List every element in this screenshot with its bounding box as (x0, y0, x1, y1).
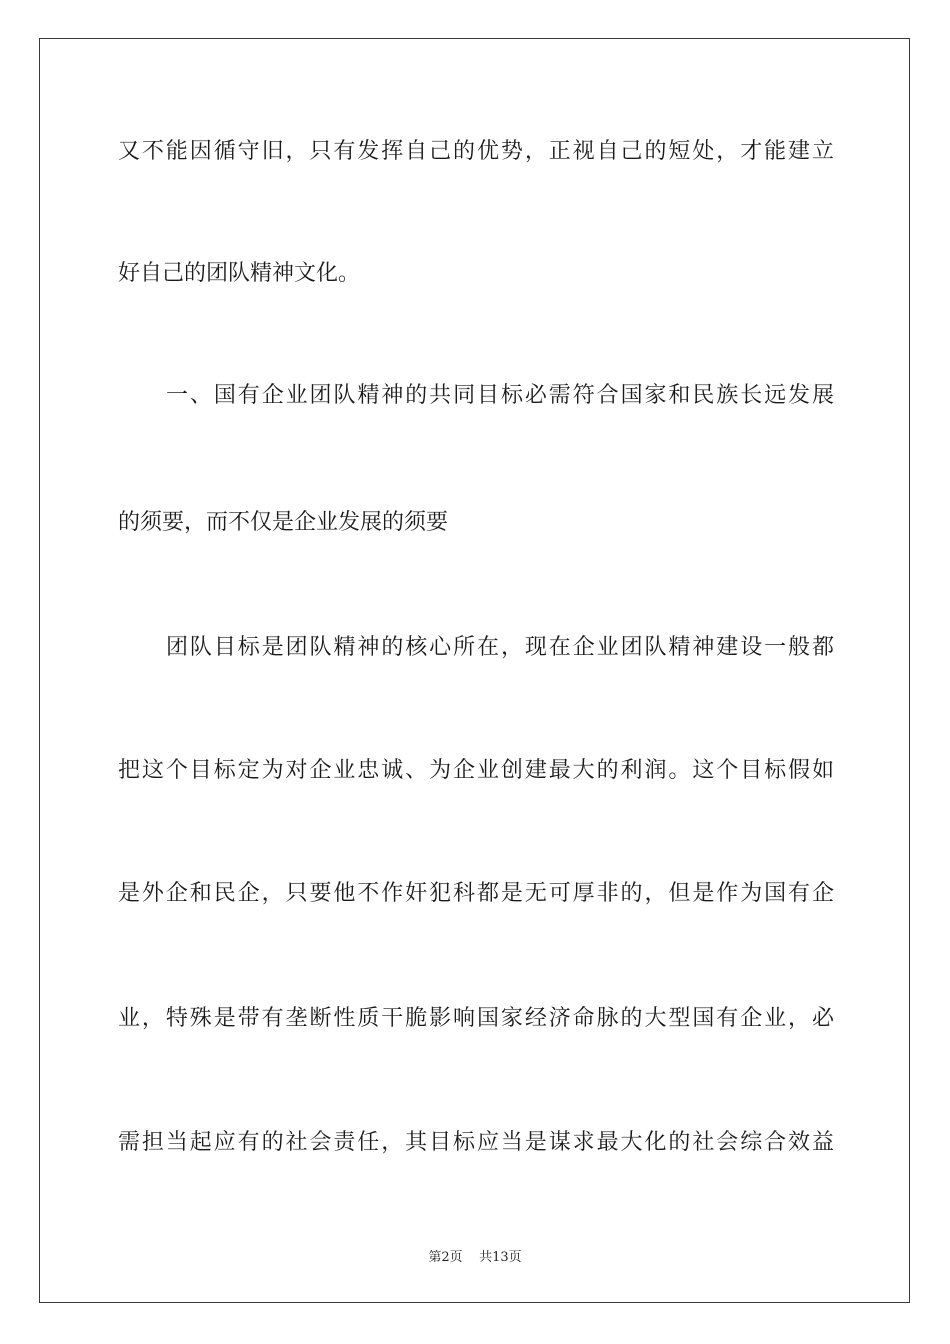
section-heading-line: 一、国有企业团队精神的共同目标必需符合国家和民族长远发展 (166, 383, 834, 408)
section-heading-line: 的须要，而不仅是企业发展的须要 (118, 510, 449, 535)
paragraph-line: 需担当起应有的社会责任，其目标应当是谋求最大化的社会综合效益 (118, 1130, 834, 1155)
paragraph-line: 又不能因循守旧，只有发挥自己的优势，正视自己的短处，才能建立 (118, 139, 834, 164)
page-number: 第2页 (428, 1250, 463, 1265)
paragraph-line: 把这个目标定为对企业忠诚、为企业创建最大的利润。这个目标假如 (118, 758, 834, 783)
page-border (39, 38, 910, 1303)
paragraph-line: 团队目标是团队精神的核心所在，现在企业团队精神建设一般都 (166, 635, 834, 660)
paragraph-line: 是外企和民企，只要他不作奸犯科都是无可厚非的，但是作为国有企 (118, 881, 834, 906)
paragraph-line: 好自己的团队精神文化。 (118, 261, 361, 286)
page-footer (0, 1246, 950, 1265)
page-total: 共13页 (479, 1250, 522, 1265)
paragraph-line: 业，特殊是带有垄断性质干脆影响国家经济命脉的大型国有企业，必 (118, 1006, 834, 1031)
